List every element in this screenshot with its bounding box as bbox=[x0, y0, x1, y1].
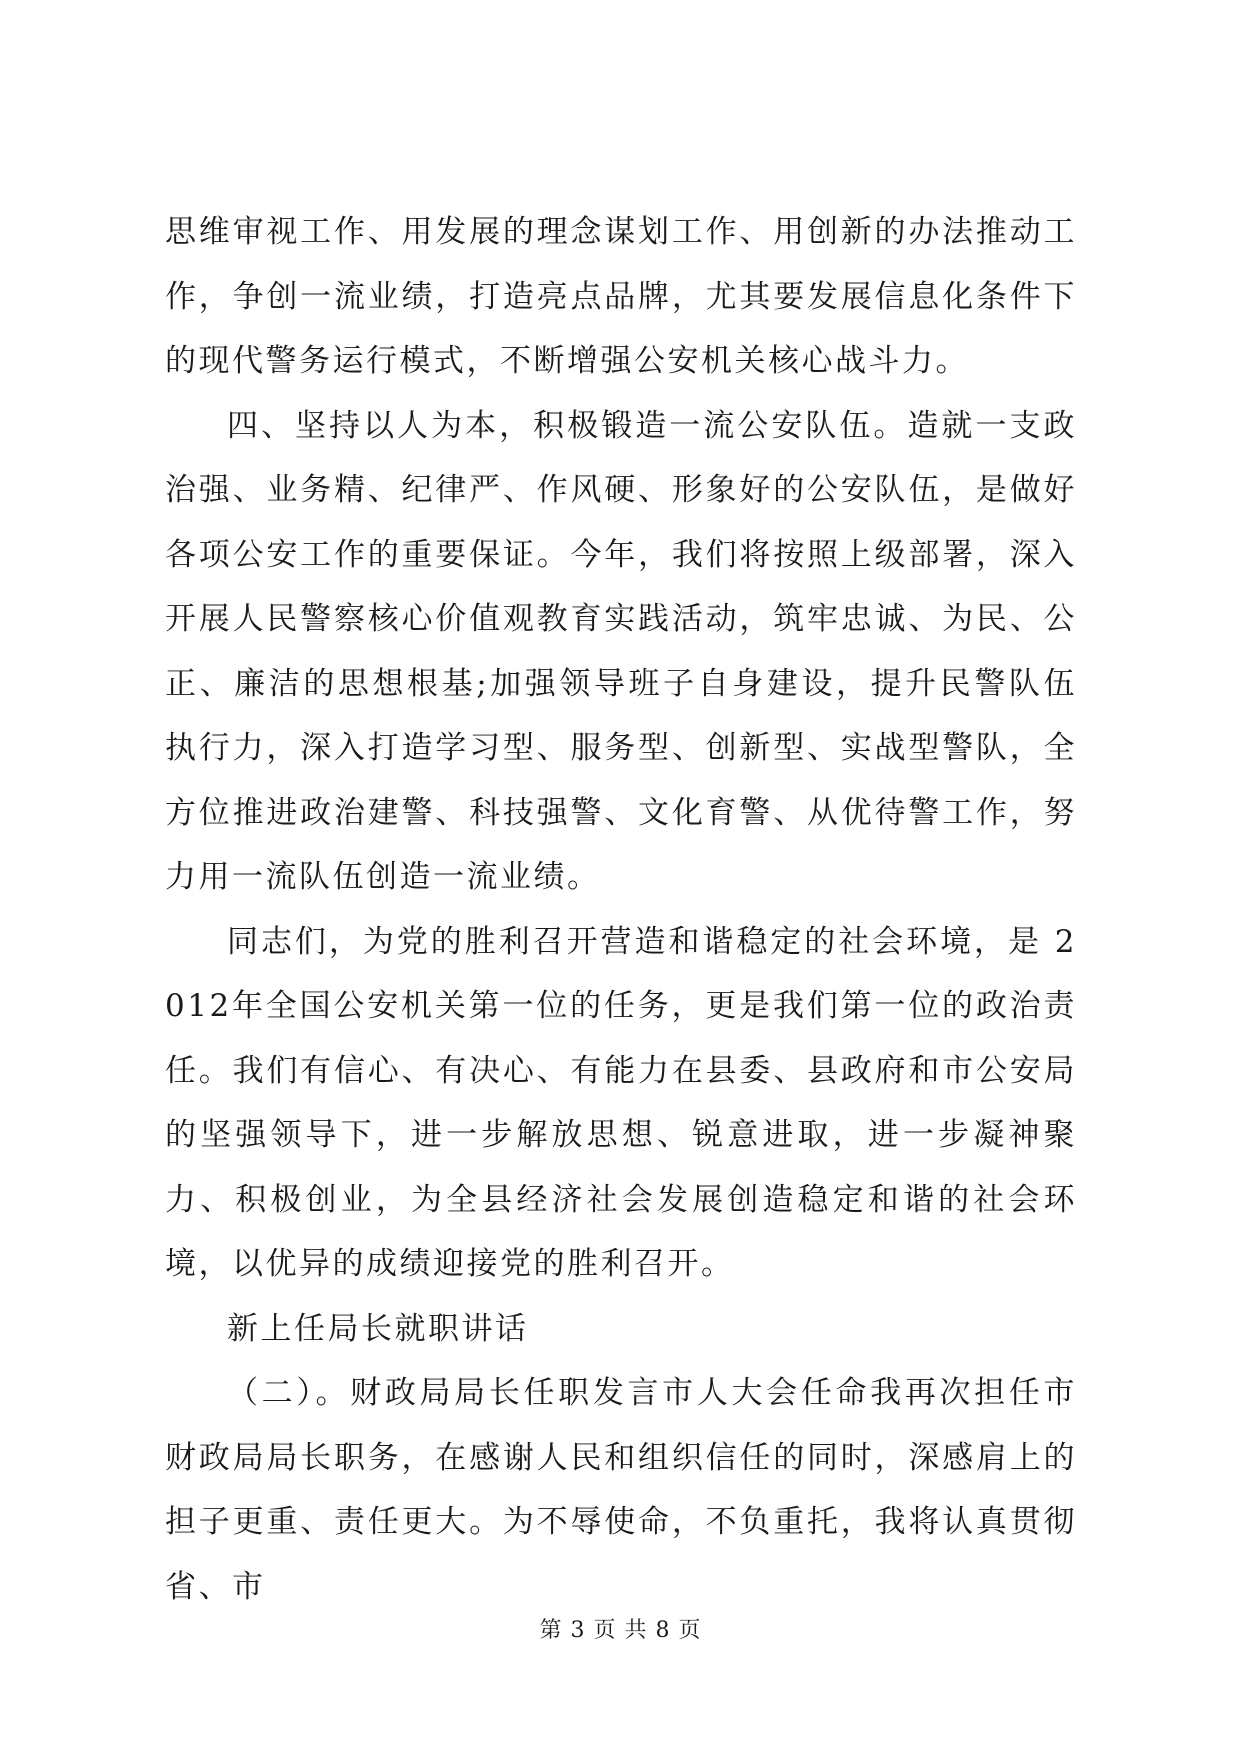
paragraph-continuation: 思维审视工作、用发展的理念谋划工作、用创新的办法推动工作，争创一流业绩，打造亮点品牌，尤其要发展信息化条件下的现代警务运行模式，不断增强公安机关核心战斗力。 bbox=[165, 214, 1077, 379]
paragraph-finance-speech: （二）。财政局局长任职发言市人大会任命我再次担任市财政局局长职务，在感谢人民和组织信任的同时，深感肩上的担子更重、责任更大。为不辱使命，不负重托，我将认真贯彻省、市 bbox=[165, 1375, 1077, 1605]
document-body bbox=[165, 200, 1077, 1619]
paragraph-closing-remarks: 同志们，为党的胜利召开营造和谐稳定的社会环境，是 2012年全国公安机关第一位的任务，更是我们第一位的政治责任。我们有信心、有决心、有能力在县委、县政府和市公安局的坚强领导下，进一步解放思想、锐意进取，进一步凝神聚力、积极创业，为全县经济社会发展创造稳定和谐的社会环境，以优异的成绩迎接党的胜利召开。 bbox=[165, 923, 1077, 1282]
paragraph-section-four: 四、坚持以人为本，积极锻造一流公安队伍。造就一支政治强、业务精、纪律严、作风硬、形象好的公安队伍，是做好各项公安工作的重要保证。今年，我们将按照上级部署，深入开展人民警察核心价值观教育实践活动，筑牢忠诚、为民、公正、廉洁的思想根基;加强领导班子自身建设，提升民警队伍执行力，深入打造学习型、服务型、创新型、实战型警队，全方位推进政治建警、科技强警、文化育警、从优待警工作，努力用一流队伍创造一流业绩。 bbox=[165, 407, 1077, 895]
page-footer: 第 3 页 共 8 页 bbox=[539, 1618, 702, 1643]
section-heading: 新上任局长就职讲话 bbox=[227, 1310, 529, 1347]
